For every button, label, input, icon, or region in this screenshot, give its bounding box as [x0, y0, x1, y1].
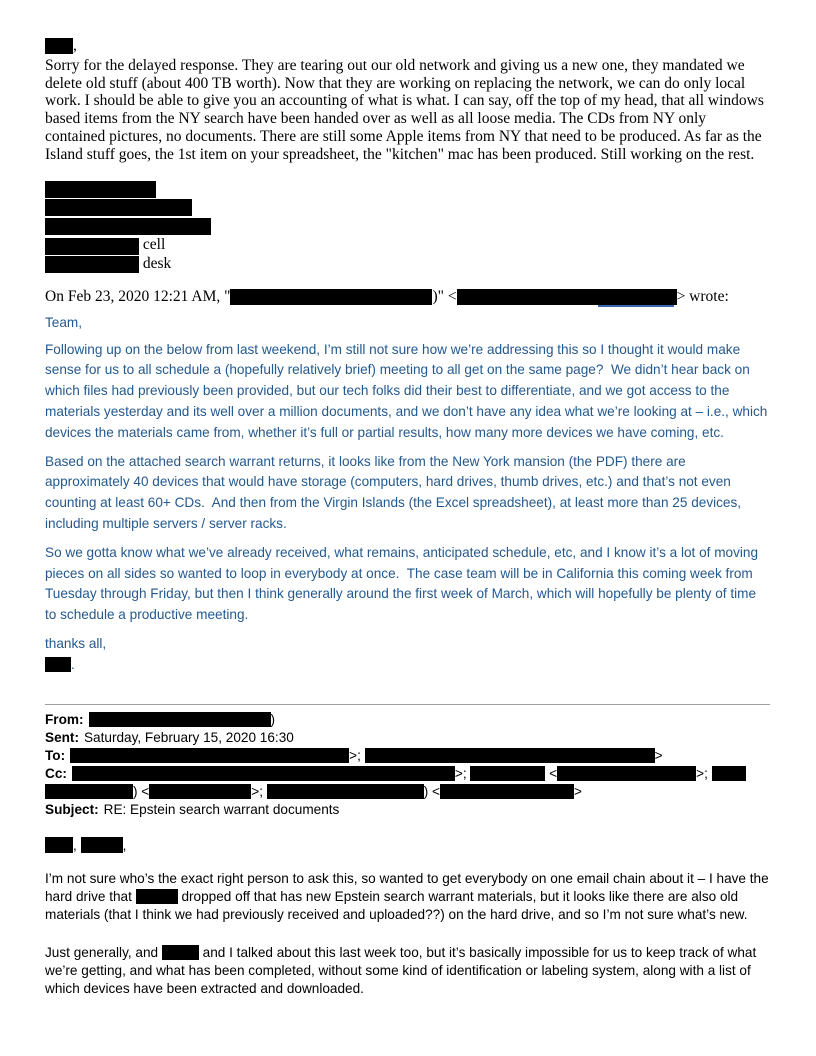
cc-separator: ) < [423, 783, 440, 799]
bottom-paragraph [45, 944, 770, 998]
divider [45, 704, 770, 705]
bottom-greeting-line [45, 837, 770, 855]
redaction-bar [365, 748, 655, 763]
quote-attribution-line [45, 288, 770, 306]
from-label: From: [45, 711, 84, 727]
from-punct: ) [270, 711, 276, 727]
cc-label: Cc: [45, 765, 67, 781]
redaction-bar [45, 38, 73, 54]
quote-mid: )" < [432, 288, 457, 306]
bottom-para1-before: I’m not sure who’s the exact right person to ask this, so wanted to get everybody on one email chain about it – I have the hard drive that [45, 870, 773, 904]
redaction-bar [45, 238, 139, 255]
redaction-bar [45, 218, 211, 235]
quoted-closing-punct: . [71, 656, 75, 672]
redaction-bar [89, 712, 271, 727]
cc-separator: >; [251, 783, 267, 799]
cc-separator: >; [454, 765, 471, 781]
bottom-para2-after: and I talked about this last week too, but it’s basically impossible for us to keep track of what we’re getting, and what has been completed, without some kind of identification or labeling system, along with a list of which devices have been extracted and downloaded. [45, 944, 761, 996]
redaction-bar [267, 784, 424, 799]
bottom-para1-after: dropped off that has new Epstein search warrant materials, but it looks like there are also old materials (that I think we had previously received and uploaded??) on the hard drive, and so I’m not sure what’s new. [45, 888, 748, 922]
reply-greeting-punct: , [73, 37, 77, 54]
quoted-closing: thanks all, [45, 636, 107, 652]
redaction-bar [230, 289, 432, 305]
redaction-bar [162, 945, 199, 960]
redaction-bar [457, 289, 677, 305]
redaction-bar [45, 784, 133, 799]
reply-body: Sorry for the delayed response. They are tearing out our old network and giving us a new one, they mandated we delete old stuff (about 400 TB worth). Now that they are working on replacing the network, we can do only local work. I should be able to give you an accounting of what is what. I can say, off the top of my head, that all windows based items from the NY search have been handed over as well as all loose media. The CDs from NY only contained pictures, no documents. There are still some Apple items from NY that need to be produced. As far as the Island stuff goes, the 1st item on your spreadsheet, the "kitchen" mac has been produced. Still working on the rest. [45, 56, 768, 163]
quoted-paragraph: Following up on the below from last weekend, I’m still not sure how we’re addressing this so I thought it would make sense for us to all schedule a (hopefully relatively brief) meeting to all get on the same page? We didn’t hear back on which files had previously been provided, but our tech folks did their best to differentiate, and we got access to the materials yesterday and its well over a million documents, and we don’t have any idea what we’re looking at – i.e., which devices the materials came from, whether it’s full or partial results, how many more devices we have coming, etc. [45, 341, 772, 440]
redaction-bar [45, 199, 192, 216]
redaction-bar [712, 766, 746, 781]
reply-greeting-line [45, 37, 770, 55]
signature-desk-line [45, 255, 770, 274]
subject-value: RE: Epstein search warrant documents [103, 801, 340, 817]
sent-label: Sent: [45, 729, 79, 745]
header-subject-line [45, 801, 770, 819]
cc-separator: ) < [133, 783, 150, 799]
redaction-bar [45, 256, 139, 273]
quoted-greeting: Team, [45, 314, 83, 330]
quote-suffix: > wrote: [676, 288, 729, 306]
header-cc-line-1 [45, 765, 770, 783]
redaction-bar [72, 766, 455, 781]
quoted-signoff-line [45, 655, 770, 676]
header-cc-line-2 [45, 783, 770, 801]
bottom-greeting-punct: , [122, 837, 127, 853]
subject-label: Subject: [45, 801, 99, 817]
quote-prefix: On Feb 23, 2020 12:21 AM, " [45, 288, 231, 306]
header-to-line [45, 747, 770, 765]
cc-separator: >; [696, 765, 712, 781]
redaction-bar [470, 766, 545, 781]
to-label: To: [45, 747, 66, 763]
bottom-greeting-sep: , [73, 837, 81, 853]
bottom-paragraph [45, 870, 773, 924]
forwarded-header-block [45, 711, 770, 819]
redaction-bar [70, 748, 349, 763]
header-from-line [45, 711, 770, 729]
redaction-bar [149, 784, 251, 799]
to-end: > [654, 747, 663, 763]
signature-block [45, 181, 770, 274]
sent-value: Saturday, February 15, 2020 16:30 [83, 729, 294, 745]
redaction-bar [45, 181, 156, 198]
redaction-bar [440, 784, 574, 799]
bottom-para2-before: Just generally, and [45, 944, 162, 960]
redaction-bar [136, 889, 178, 904]
signature-cell-label: cell [139, 236, 166, 254]
quoted-paragraph: Based on the attached search warrant returns, it looks like from the New York mansion (the PDF) there are approximately 40 devices that would have storage (computers, hard drives, thumb drives, etc.) and that’s not even counting at least 60+ CDs. And then from the Virgin Islands (the Excel spreadsheet), at least more than 25 devices, including multiple servers / server racks. [45, 453, 745, 532]
redaction-bar [45, 657, 71, 672]
header-sent-line [45, 729, 770, 747]
to-separator: >; [349, 747, 365, 763]
signature-desk-label: desk [139, 254, 172, 272]
redaction-bar [81, 837, 123, 853]
cc-end: > [574, 783, 582, 799]
redaction-bar [45, 837, 73, 853]
quoted-paragraph: So we gotta know what we’ve already received, what remains, anticipated schedule, etc, and I know it’s a lot of moving pieces on all sides so wanted to loop in everybody at once. The case team will be in California this coming week from Tuesday through Friday, but then I think generally around the first week of March, which will hopefully be plenty of time to schedule a productive meeting. [45, 544, 762, 623]
cc-separator: < [545, 765, 558, 781]
redaction-bar [557, 766, 696, 781]
redacted-link-underline [598, 305, 674, 307]
signature-cell-line [45, 236, 770, 255]
